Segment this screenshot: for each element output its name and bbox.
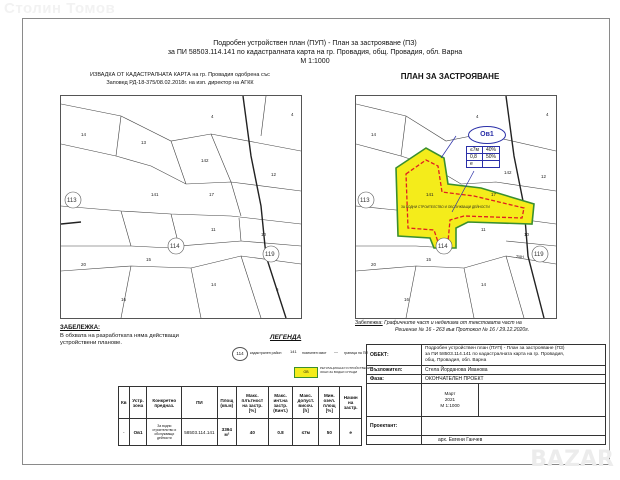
legend-text-plot: поземлен имот xyxy=(302,351,327,355)
watermark-top: Столин Томов xyxy=(4,0,116,17)
left-map-label: 13 xyxy=(141,140,147,145)
assigner-value: Стела Йорданова Иванова xyxy=(422,366,606,375)
object-text2: за ПИ 58503.114.141 по кадастралната карта на гр. Провадия, xyxy=(425,352,565,357)
left-map-block-114: 114 xyxy=(170,244,180,250)
left-map-label: 14 xyxy=(211,282,217,287)
plan-title-line1: Подробен устройствен план (ПУП) - План за застрояване (ПЗ) xyxy=(213,40,417,47)
legend-symbol-boundary: — xyxy=(334,349,338,354)
object-description xyxy=(422,345,606,366)
legend xyxy=(232,345,372,381)
object-text3: общ. Провадия, обл. Варна xyxy=(425,358,487,363)
cadastral-map-svg xyxy=(61,96,301,318)
legend-text-boundary: граница на ПИ xyxy=(344,351,368,355)
legend-title: ЛЕГЕНДА xyxy=(270,334,302,341)
right-map-label: 142 xyxy=(504,170,512,175)
cell: Ов1 xyxy=(129,419,147,446)
left-map-label: 141 xyxy=(151,192,159,197)
notes-title: ЗАБЕЛЕЖКА: xyxy=(60,325,101,331)
right-map-label: 15 xyxy=(426,257,432,262)
left-map-label: 142 xyxy=(201,158,209,163)
right-map-label: 141 xyxy=(426,192,434,197)
date-month: Март xyxy=(444,391,456,396)
legend-symbol-zone: ОВ xyxy=(294,367,318,378)
col-header: Макс. плътност на застр. [%] xyxy=(237,387,269,419)
col-header: Начин на застр. xyxy=(340,387,362,419)
cell: 40 xyxy=(237,419,269,446)
left-map-caption1: ИЗВАДКА ОТ КАДАСТРАЛНАТА КАРТА на гр. Провадия одобрена със xyxy=(90,72,270,78)
right-map-label: 10 xyxy=(524,232,530,237)
col-header: Макс. допуст. височ. [h] xyxy=(293,387,319,419)
zone-density: 40% xyxy=(482,147,499,154)
parameters-header-row xyxy=(119,387,362,419)
watermark-bottom: BAZAR xyxy=(530,447,614,472)
zone-code-badge: Ов1 xyxy=(468,126,506,144)
phase-label: Фаза: xyxy=(367,375,422,384)
cell: 0.8 xyxy=(268,419,293,446)
right-map-label: 17 xyxy=(491,192,497,197)
zone-ov1-polygon xyxy=(396,148,534,248)
left-map-label: 11 xyxy=(211,227,216,232)
zone-kint: 0,8 xyxy=(467,154,483,161)
col-header: Площ (кв.м) xyxy=(217,387,236,419)
notes-text2: устройствени планове. xyxy=(60,340,122,346)
scale-value: М 1:1000 xyxy=(440,403,460,408)
phase-value: ОКОНЧАТЕЛЕН ПРОЕКТ xyxy=(422,375,606,384)
development-plan-map xyxy=(355,95,557,319)
right-map-caption: ПЛАН ЗА ЗАСТРОЯВАНЕ xyxy=(400,72,500,81)
plan-scale: М 1:1000 xyxy=(300,58,330,65)
designer-label: Проектант: xyxy=(367,417,422,436)
left-map-label: 10 xyxy=(261,232,267,237)
cell: - xyxy=(119,419,130,446)
left-map-label: 12 xyxy=(271,172,277,177)
blank-cell xyxy=(367,384,422,417)
right-map-label: 11 xyxy=(481,227,486,232)
zone-empty xyxy=(482,161,499,168)
left-map-label: 5 xyxy=(276,287,279,292)
cell: За водни строителство и обслужващи дейности xyxy=(147,419,182,446)
zone-mode: е xyxy=(467,161,483,168)
col-header: Макс. инт.на застр. (Кинт.) xyxy=(268,387,293,419)
legend-text-zone: РЕГУЛАЦИОННИ УСТРОЙСТВЕНИ ЗОНИ ЗА ВОДНИ СГРАДИ xyxy=(320,366,370,374)
title-block-table xyxy=(366,344,606,445)
designer-cell xyxy=(422,417,606,436)
right-map-note xyxy=(355,320,565,333)
object-text1: Подробен устройствен план (ПУП) - План за застрояване (ПЗ) xyxy=(425,346,565,351)
cell: 50 xyxy=(319,419,340,446)
date-year: 2021 xyxy=(444,397,456,402)
col-header: Устр. зона xyxy=(129,387,147,419)
legend-text-district: кадастрален район xyxy=(250,351,282,355)
col-header: Кв xyxy=(119,387,130,419)
designer-name: арх. Евгени Ганчев xyxy=(422,436,606,445)
plan-title-line2: за ПИ 58503.114.141 по кадастралната карта на гр. Провадия, общ. Провадия, обл. Варна xyxy=(167,49,463,56)
col-header: Мин. озел. площ [%] xyxy=(319,387,340,419)
cell: 3394 м² xyxy=(217,419,236,446)
zone-label-text: ЗА ВОДНИ СТРОИТЕЛСТВО И ОБСЛУЖВАЩИ ДЕЙНОСТИ xyxy=(401,205,490,209)
right-map-label: 14 xyxy=(481,282,487,287)
right-map-label: 16 xyxy=(404,297,410,302)
zone-indicator-table xyxy=(466,146,500,168)
notes-text1: В обхвата на разработката няма действащи xyxy=(60,333,179,339)
right-map-block-113: 113 xyxy=(360,198,370,204)
right-map-note-text1: Графичните част и неделима от текстовата част на xyxy=(384,320,522,326)
title-block xyxy=(366,344,606,445)
col-header: Конкретно предназ. xyxy=(147,387,182,419)
object-label: ОБЕКТ: xyxy=(367,345,422,366)
right-map-label: 12 xyxy=(541,174,547,179)
cell: ≤7м xyxy=(293,419,319,446)
table-row xyxy=(119,419,362,446)
left-map-label: 4 xyxy=(291,112,294,117)
left-map-label: 15 xyxy=(146,257,152,262)
zone-height: ≤7м xyxy=(467,147,483,154)
cell: 58503.114.141 xyxy=(182,419,217,446)
left-map-label: 14 xyxy=(81,132,87,137)
left-map-label: 17 xyxy=(209,192,215,197)
right-map-label: Зон xyxy=(516,254,524,259)
left-map-label: 4 xyxy=(211,114,214,119)
right-map-block-114: 114 xyxy=(438,244,448,250)
left-map-block-119: 119 xyxy=(265,252,275,258)
legend-symbol-district: 114 xyxy=(232,347,248,361)
col-header: ПИ xyxy=(182,387,217,419)
right-map-label: 14 xyxy=(371,132,377,137)
right-map-note-label: Забележка: xyxy=(355,320,383,326)
right-map-label: 4 xyxy=(476,114,479,119)
assigner-label: Възложител: xyxy=(367,366,422,375)
right-map-label: 4 xyxy=(546,112,549,117)
zone-green: 50% xyxy=(482,154,499,161)
development-plan-svg xyxy=(356,96,556,318)
cadastral-map-extract xyxy=(60,95,302,319)
cell: е xyxy=(340,419,362,446)
left-map-block-113: 113 xyxy=(67,198,77,204)
left-map-label: 16 xyxy=(121,297,127,302)
legend-symbol-plot: 141 xyxy=(290,349,297,354)
date-cell xyxy=(422,384,479,417)
right-map-block-119: 119 xyxy=(534,252,544,258)
right-map-note-text2: Решение № 16 - 263 във Протокол № 16 / 29.12.2020г. xyxy=(395,326,530,333)
left-map-label: 20 xyxy=(81,262,87,267)
blank-cell xyxy=(479,384,606,417)
blank-cell xyxy=(367,436,422,445)
right-map-label: 20 xyxy=(371,262,377,267)
left-map-caption2: Заповед РД-18-375/08.02.2018г. на изп. директор на АГКК xyxy=(106,80,254,86)
parameters-table xyxy=(118,386,362,446)
